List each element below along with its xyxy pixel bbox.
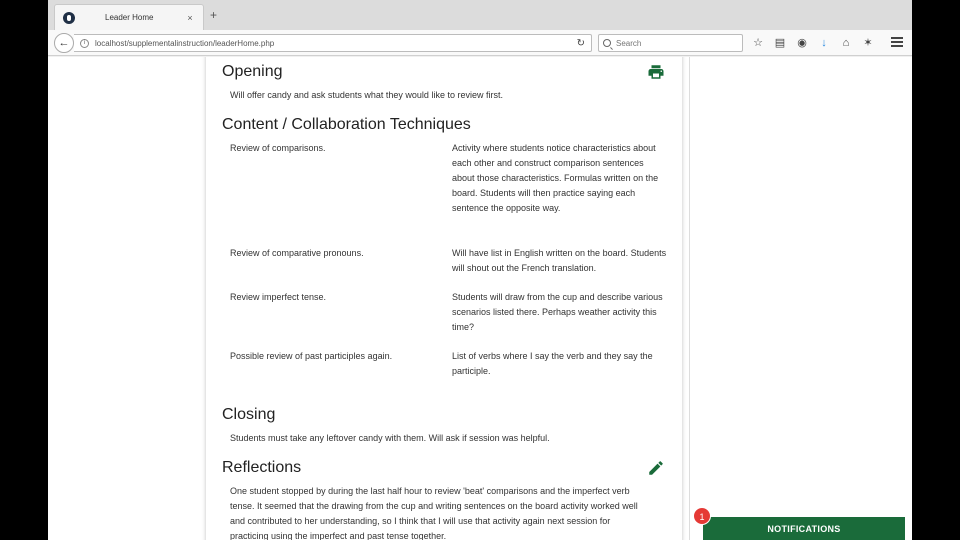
favicon-icon — [63, 12, 75, 24]
opening-text: Will offer candy and ask students what they would like to review first. — [230, 90, 503, 100]
page-viewport — [48, 57, 912, 540]
topic-cell: Review of comparative pronouns. — [230, 248, 364, 258]
nav-bar — [48, 30, 912, 56]
technique-cell: Will have list in English written on the board. Students will shout out the French translation. — [452, 248, 667, 273]
content-title: Content / Collaboration Techniques — [222, 116, 471, 133]
toolbar-icons — [750, 35, 882, 51]
reload-icon[interactable]: ↻ — [576, 37, 585, 49]
opening-title: Opening — [222, 63, 283, 80]
url-bar[interactable] — [74, 34, 592, 52]
closing-title: Closing — [222, 406, 276, 423]
session-plan-card — [206, 57, 682, 540]
search-bar[interactable] — [598, 34, 743, 52]
edit-icon[interactable] — [647, 459, 665, 477]
reflections-text: One student stopped by during the last half hour to review 'beat' comparisons and the imperfect verb tense. It seemed that the drawing from the cup and writing sentences on the board activity worked well and contributed to her understanding, so I think that I will use that activity again next session for practicing using the imperfect and past tense together. — [230, 486, 638, 540]
tab-leader-home[interactable] — [54, 4, 204, 30]
topic-cell: Review of comparisons. — [230, 143, 326, 153]
reflections-title: Reflections — [222, 459, 302, 476]
url-text[interactable]: localhost/supplementalinstruction/leaderHome.php — [95, 38, 275, 48]
technique-cell: Activity where students notice characteristics about each other and construct comparison sentences about those characteristics. Formulas written on the board. Students will then practice saying each sentence the opposite way. — [452, 143, 659, 213]
star-icon[interactable]: ☆ — [753, 37, 763, 49]
back-button[interactable]: ← — [54, 33, 74, 53]
closing-text: Students must take any leftover candy with them. Will ask if session was helpful. — [230, 433, 550, 443]
new-tab-button[interactable]: + — [210, 8, 218, 22]
hamburger-menu-icon[interactable] — [891, 37, 903, 47]
technique-cell: List of verbs where I say the verb and they say the participle. — [452, 351, 653, 376]
technique-cell: Students will draw from the cup and describe various scenarios listed there. Perhaps weather activity this time? — [452, 292, 663, 332]
search-input[interactable] — [616, 39, 736, 48]
notifications-button[interactable]: NOTIFICATIONS — [703, 517, 905, 540]
topic-cell: Review imperfect tense. — [230, 292, 327, 302]
notification-count-badge[interactable]: 1 — [693, 507, 711, 525]
info-icon[interactable]: i — [80, 39, 89, 48]
home-icon[interactable]: ⌂ — [842, 37, 850, 49]
close-icon[interactable]: × — [187, 12, 193, 23]
tab-bar — [48, 0, 912, 30]
extension-icon[interactable]: ✶ — [863, 37, 873, 49]
divider — [689, 57, 690, 540]
download-icon[interactable]: ↓ — [821, 37, 827, 49]
print-icon[interactable] — [647, 63, 665, 81]
browser-window — [48, 0, 912, 540]
reading-list-icon[interactable]: ▤ — [774, 37, 786, 49]
pocket-icon[interactable]: ◉ — [797, 37, 807, 49]
tab-title: Leader Home — [105, 13, 154, 22]
topic-cell: Possible review of past participles again. — [230, 351, 393, 361]
search-icon — [603, 39, 611, 47]
